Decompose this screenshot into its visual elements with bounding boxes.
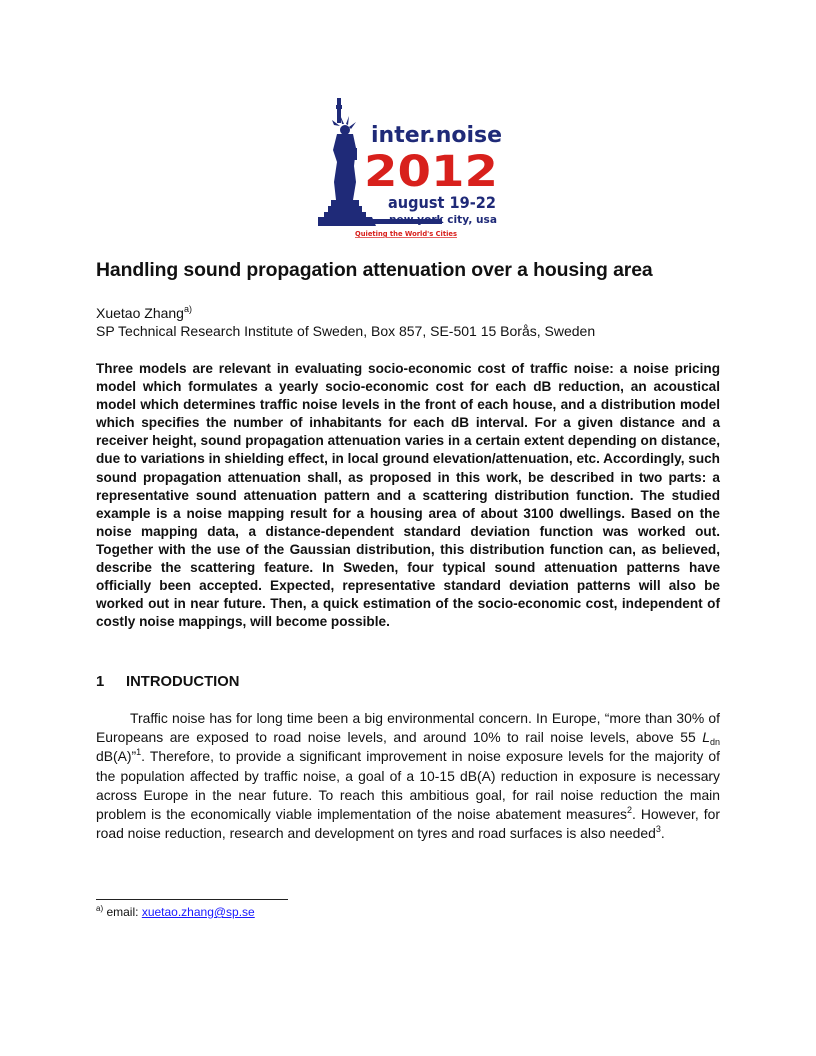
footnote-mark: a) — [96, 904, 104, 913]
section-title: INTRODUCTION — [126, 674, 240, 690]
reference-1: 1 — [136, 747, 142, 758]
author-name: Xuetao Zhang — [96, 305, 184, 321]
section-number: 1 — [96, 674, 105, 690]
email-link[interactable]: xuetao.zhang@sp.se — [141, 905, 255, 919]
intro-text-part1: Traffic noise has for long time been a big environmental concern. In Europe, “more than 30% of Europeans are exposed to road noise levels, and around 10% to rail noise levels, above 55 — [96, 710, 720, 746]
author-footnote-mark: a) — [183, 304, 192, 314]
intro-text-part3: . Therefore, to provide a significant improvement in noise exposure levels for the majority of the population affected by traffic noise, a goal of a 10-15 dB(A) reduction in exposure is necessary across Europe in the near future. To reach this ambitious goal, for rail noise reduction the main problem is the economically viable implementation of the noise abatement measures — [96, 748, 720, 823]
footnote-divider — [96, 899, 288, 900]
author-line — [96, 305, 192, 321]
intro-text-part4: . However, for road noise reduction, research and development on tyres and road surfaces is also needed — [96, 806, 720, 842]
reference-2: 2 — [627, 805, 633, 816]
logo-line1: inter.noise — [371, 123, 503, 148]
logo-location: new york city, usa — [389, 214, 497, 226]
logo-tagline: Quieting the World's Cities — [355, 230, 457, 238]
paper-title: Handling sound propagation attenuation over a housing area — [96, 259, 653, 281]
footnote — [96, 905, 255, 919]
ldn-symbol: L — [702, 729, 710, 746]
section-heading — [96, 674, 239, 690]
ldn-subscript: dn — [709, 737, 720, 748]
reference-3: 3 — [655, 824, 661, 835]
conference-logo — [318, 96, 503, 242]
abstract: Three models are relevant in evaluating socio-economic cost of traffic noise: a noise pricing model which formulates a yearly socio-economic cost for each dB reduction, an acoustical model which determines traffic noise levels in the front of each house, and a distribution model which specifies the number of inhabitants for each dB interval. For a given distance and a receiver height, sound propagation attenuation varies in a certain extent depending on distance, due to variations in shielding effect, in local ground elevation/attenuation, etc. Accordingly, such sound propagation attenuation shall, as proposed in this work, be described in two parts: a representative sound attenuation pattern and a scattering distribution function. The studied example is a noise mapping result for a housing area of about 3100 dwellings. Based on the noise mapping data, a distance-dependent standard deviation function was worked out. Together with the use of the Gaussian distribution, this distribution function can, as believed, describe the scattering feature. In Sweden, four typical sound attenuation patterns have officially been accepted. Expected, representative standard deviation patterns will also be worked out in near future. Then, a quick estimation of the socio-economic cost, independent of costly noise mappings, will become possible. — [96, 361, 720, 630]
logo-dates: august 19-22 — [388, 193, 496, 212]
intro-text-part2: dB(A)” — [96, 748, 137, 765]
logo-graphic — [318, 96, 503, 242]
intro-text-part5: . — [660, 825, 665, 842]
intro-paragraph — [96, 709, 720, 843]
logo-year: 2012 — [364, 147, 498, 197]
footnote-label: email: — [103, 905, 142, 919]
affiliation: SP Technical Research Institute of Sweden, Box 857, SE-501 15 Borås, Sweden — [96, 323, 596, 339]
